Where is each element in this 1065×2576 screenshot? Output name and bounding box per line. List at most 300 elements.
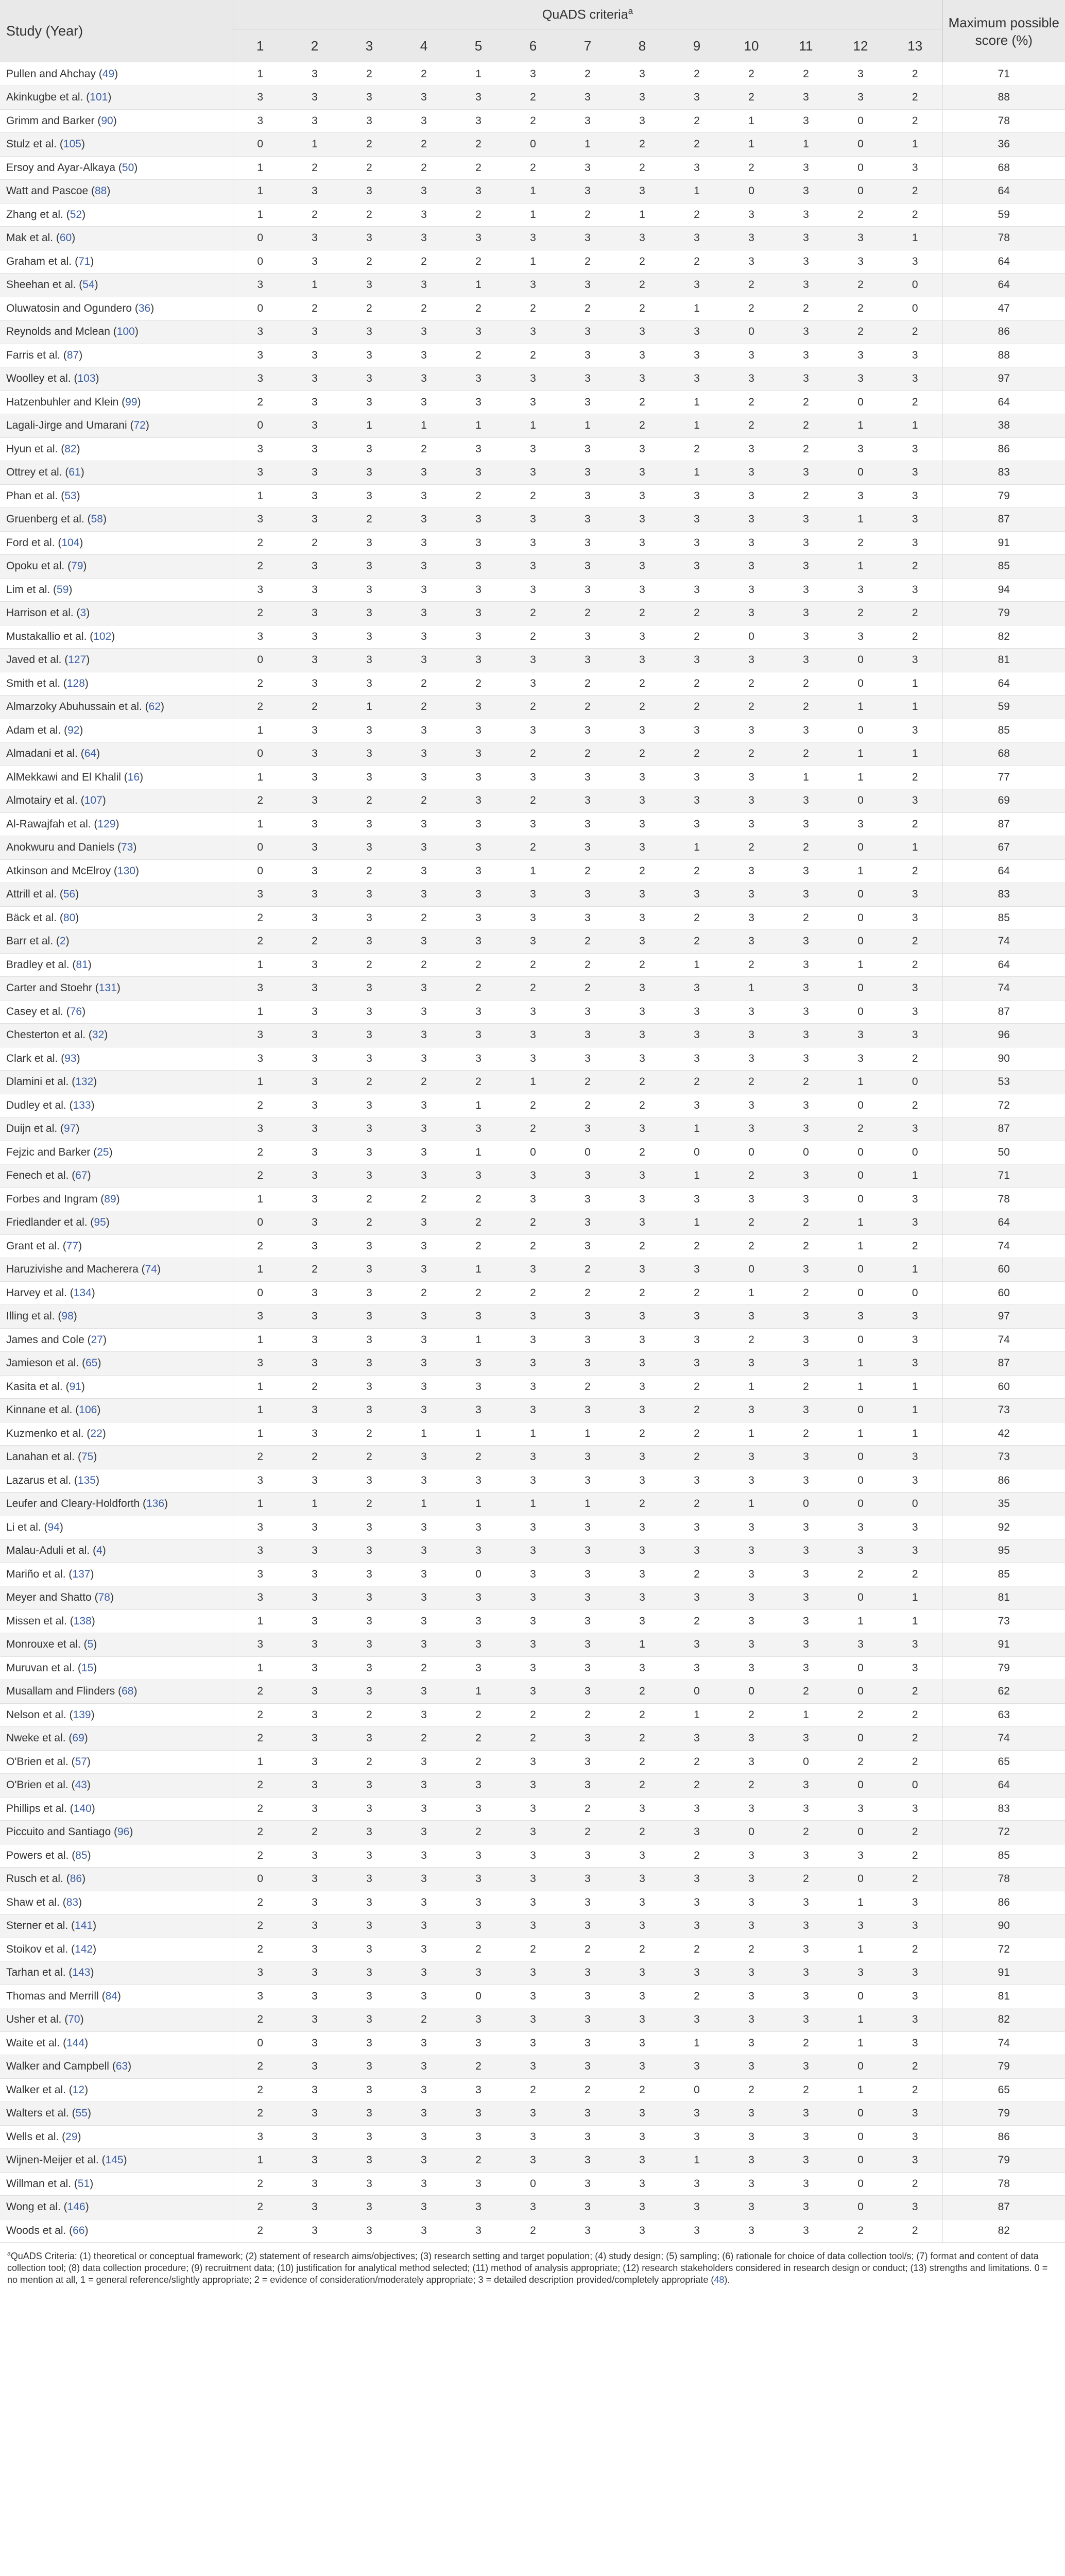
score-cell: 2 [342,203,397,227]
study-reference-link[interactable]: 132 [75,1076,94,1088]
score-cell: 2 [724,742,779,766]
study-reference-link[interactable]: 72 [133,419,146,432]
study-reference-link[interactable]: 56 [63,888,76,901]
study-reference-link[interactable]: 139 [73,1708,91,1721]
score-cell: 3 [615,766,669,789]
study-name: Waite et al. [6,2037,60,2049]
score-cell: 2 [888,602,942,625]
score-cell: 3 [833,227,888,250]
max-score-cell: 87 [942,1117,1065,1141]
study-reference-link[interactable]: 88 [94,185,107,197]
score-cell: 3 [287,1797,342,1821]
score-cell: 2 [342,789,397,813]
study-reference-link[interactable]: 74 [145,1263,157,1276]
score-cell: 2 [560,977,615,1001]
score-cell: 3 [506,2055,560,2079]
score-cell: 3 [724,719,779,742]
table-row [0,274,1065,297]
study-reference-link[interactable]: 101 [90,91,108,104]
study-reference-link[interactable]: 138 [73,1615,92,1627]
score-cell: 1 [233,156,287,180]
score-cell: 2 [506,1938,560,1961]
score-cell: 3 [506,1797,560,1821]
score-cell: 2 [888,391,942,414]
study-reference-link[interactable]: 60 [59,232,72,244]
study-reference-link[interactable]: 83 [66,1896,79,1908]
study-reference-link[interactable]: 32 [92,1029,105,1041]
table-row [0,2219,1065,2243]
score-cell: 3 [779,180,833,204]
study-name: Stoikov et al. [6,1943,68,1955]
max-score-cell: 59 [942,203,1065,227]
score-cell: 0 [233,1868,287,1891]
study-reference-link[interactable]: 86 [70,1873,82,1885]
max-score-cell: 79 [942,2149,1065,2173]
score-cell: 3 [506,1633,560,1657]
study-cell: Kuzmenko et al. (22) [0,1422,233,1446]
score-cell: 3 [669,2008,724,2032]
table-row [0,602,1065,625]
study-reference-link[interactable]: 71 [78,255,91,267]
table-row [0,1422,1065,1446]
study-reference-link[interactable]: 67 [75,1170,88,1182]
study-reference-link[interactable]: 29 [65,2130,78,2143]
score-cell: 3 [888,1539,942,1563]
max-score-cell: 79 [942,602,1065,625]
study-reference-link[interactable]: 25 [97,1146,109,1158]
footnote-reference-link[interactable]: 48 [714,2275,725,2285]
score-cell: 2 [779,1821,833,1844]
study-reference-link[interactable]: 16 [127,771,140,783]
table-row [0,1071,1065,1094]
study-reference-link[interactable]: 15 [81,1662,94,1674]
score-cell: 2 [669,696,724,719]
max-score-cell: 77 [942,766,1065,789]
max-score-cell: 68 [942,742,1065,766]
score-cell: 3 [779,2125,833,2149]
score-cell: 3 [560,812,615,836]
study-reference-link[interactable]: 87 [66,349,79,361]
study-reference-link[interactable]: 85 [75,1849,88,1861]
score-cell: 0 [888,274,942,297]
score-cell: 1 [233,1328,287,1352]
study-reference-link[interactable]: 97 [64,1123,76,1135]
study-reference-link[interactable]: 78 [98,1591,110,1604]
score-cell: 3 [669,1539,724,1563]
score-cell: 3 [506,1047,560,1071]
study-reference-link[interactable]: 104 [61,536,80,549]
study-reference-link[interactable]: 136 [146,1498,165,1510]
study-reference-link[interactable]: 84 [105,1990,117,2002]
score-cell: 3 [287,1399,342,1422]
study-reference-link[interactable]: 4 [96,1545,102,1557]
score-cell: 2 [669,859,724,883]
study-reference-link[interactable]: 69 [72,1732,84,1744]
score-cell: 3 [287,2102,342,2126]
score-cell: 3 [397,766,451,789]
study-reference-link[interactable]: 22 [90,1427,102,1439]
score-cell: 3 [451,1539,506,1563]
score-cell: 3 [779,602,833,625]
study-reference-link[interactable]: 58 [91,513,103,526]
score-cell: 3 [233,274,287,297]
table-row [0,320,1065,344]
study-reference-link[interactable]: 66 [73,2224,85,2236]
score-cell: 3 [506,2102,560,2126]
study-reference-link[interactable]: 62 [148,701,161,713]
score-cell: 3 [724,1633,779,1657]
score-cell: 1 [833,766,888,789]
study-reference-link[interactable]: 145 [105,2154,124,2166]
max-score-cell: 60 [942,1375,1065,1399]
score-cell: 2 [888,1047,942,1071]
score-cell: 3 [779,1914,833,1938]
score-cell: 0 [724,1141,779,1164]
table-row [0,156,1065,180]
study-name: Mak et al. [6,232,54,244]
study-reference-link[interactable]: 95 [94,1216,106,1229]
study-reference-link[interactable]: 142 [75,1943,93,1955]
score-cell: 3 [451,2172,506,2196]
study-name: Nweke et al. [6,1732,66,1744]
score-cell: 3 [287,1656,342,1680]
study-name: Almadani et al. [6,748,78,760]
score-cell: 2 [615,156,669,180]
score-cell: 3 [342,2196,397,2219]
table-row [0,62,1065,86]
score-cell: 3 [506,531,560,555]
study-reference-link[interactable]: 143 [72,1967,91,1979]
score-cell: 0 [833,391,888,414]
score-cell: 3 [451,1047,506,1071]
table-row [0,1633,1065,1657]
score-cell: 3 [451,531,506,555]
score-cell: 3 [779,789,833,813]
study-reference-link[interactable]: 36 [138,302,151,314]
score-cell: 3 [779,156,833,180]
table-row [0,203,1065,227]
study-reference-link[interactable]: 130 [117,865,135,877]
study-name: Wong et al. [6,2201,61,2213]
study-reference-link[interactable]: 68 [122,1685,134,1698]
score-cell: 2 [724,86,779,110]
score-cell: 3 [615,1868,669,1891]
study-reference-link[interactable]: 81 [76,958,88,971]
study-reference-link[interactable]: 76 [70,1005,82,1018]
study-reference-link[interactable]: 98 [61,1310,74,1323]
score-cell: 3 [287,62,342,86]
score-cell: 3 [560,1469,615,1493]
score-cell: 3 [724,812,779,836]
study-reference-link[interactable]: 59 [57,583,69,596]
score-cell: 3 [888,977,942,1001]
study-reference-link[interactable]: 73 [121,841,133,854]
score-cell: 2 [724,953,779,977]
score-cell: 3 [724,555,779,579]
score-cell: 2 [560,602,615,625]
study-reference-link[interactable]: 27 [91,1333,103,1346]
study-reference-link[interactable]: 129 [97,818,116,830]
score-cell: 3 [560,109,615,133]
score-cell: 0 [888,1774,942,1798]
score-cell: 2 [342,1750,397,1774]
study-name: Piccuito and Santiago [6,1826,111,1838]
score-cell: 2 [779,1281,833,1305]
study-reference-link[interactable]: 90 [101,114,113,127]
score-cell: 1 [233,1399,287,1422]
score-cell: 3 [779,109,833,133]
study-reference-link[interactable]: 89 [104,1193,116,1205]
study-reference-link[interactable]: 43 [75,1779,87,1791]
study-reference-link[interactable]: 65 [85,1357,98,1369]
score-cell: 1 [233,203,287,227]
score-cell: 3 [233,1985,287,2008]
score-cell: 1 [506,203,560,227]
score-cell: 1 [615,203,669,227]
score-cell: 3 [287,1188,342,1211]
study-name: Li et al. [6,1521,41,1533]
max-score-cell: 74 [942,1328,1065,1352]
score-cell: 3 [397,1539,451,1563]
score-cell: 3 [669,1305,724,1329]
score-cell: 1 [833,508,888,532]
score-cell: 3 [615,1305,669,1329]
score-cell: 2 [560,203,615,227]
table-row [0,977,1065,1001]
study-reference-link[interactable]: 54 [82,279,95,291]
study-name: Monrouxe et al. [6,1638,81,1651]
score-cell: 0 [833,1586,888,1610]
study-cell: Muruvan et al. (15) [0,1656,233,1680]
score-cell: 2 [451,156,506,180]
table-row [0,789,1065,813]
score-cell: 3 [342,367,397,391]
score-cell: 1 [724,1422,779,1446]
study-reference-link[interactable]: 99 [125,396,138,408]
score-cell: 1 [342,414,397,438]
study-reference-link[interactable]: 79 [71,560,83,572]
table-row [0,1399,1065,1422]
score-cell: 3 [287,227,342,250]
score-cell: 2 [506,297,560,320]
score-cell: 1 [233,1422,287,1446]
study-reference-link[interactable]: 140 [73,1802,92,1815]
score-cell: 2 [233,672,287,696]
study-reference-link[interactable]: 51 [77,2177,90,2190]
score-cell: 3 [451,391,506,414]
study-reference-link[interactable]: 61 [68,466,81,479]
study-reference-link[interactable]: 70 [68,2013,80,2026]
score-cell: 3 [451,578,506,602]
max-score-cell: 87 [942,2196,1065,2219]
max-score-cell: 87 [942,812,1065,836]
study-reference-link[interactable]: 93 [64,1052,77,1064]
study-cell: Lazarus et al. (135) [0,1469,233,1493]
score-cell: 2 [397,297,451,320]
study-reference-link[interactable]: 141 [75,1920,93,1932]
study-cell: Duijn et al. (97) [0,1117,233,1141]
study-reference-link[interactable]: 57 [75,1755,87,1768]
score-cell: 3 [779,1727,833,1751]
score-cell: 3 [779,1844,833,1868]
study-reference-link[interactable]: 63 [115,2060,128,2073]
score-cell: 2 [233,391,287,414]
study-cell: Harvey et al. (134) [0,1281,233,1305]
score-cell: 3 [342,906,397,930]
score-cell: 3 [397,1211,451,1235]
score-cell: 2 [669,1938,724,1961]
score-cell: 2 [451,297,506,320]
study-name: Muruvan et al. [6,1662,75,1674]
score-cell: 3 [342,1844,397,1868]
score-cell: 3 [342,2055,397,2079]
score-cell: 3 [451,1516,506,1539]
score-cell: 3 [233,367,287,391]
score-cell: 3 [669,508,724,532]
study-reference-link[interactable]: 107 [84,794,102,807]
study-reference-link[interactable]: 102 [93,630,112,642]
score-cell: 3 [397,2102,451,2126]
score-cell: 3 [233,1117,287,1141]
study-reference-link[interactable]: 53 [64,489,77,502]
score-cell: 3 [233,1047,287,1071]
study-reference-link[interactable]: 96 [117,1826,130,1838]
study-cell: Ersoy and Ayar-Alkaya (50) [0,156,233,180]
table-row [0,812,1065,836]
max-score-cell: 82 [942,2008,1065,2032]
score-cell: 3 [397,1469,451,1493]
study-reference-link[interactable]: 64 [84,748,97,760]
study-reference-link[interactable]: 134 [73,1286,92,1299]
study-reference-link[interactable]: 103 [77,372,96,385]
study-name: Kinnane et al. [6,1404,73,1416]
score-cell: 3 [506,1914,560,1938]
study-reference-link[interactable]: 3 [80,607,87,619]
study-reference-link[interactable]: 92 [67,724,80,736]
study-reference-link[interactable]: 146 [67,2201,85,2213]
table-row [0,1609,1065,1633]
score-cell: 1 [233,2149,287,2173]
score-cell: 3 [451,1399,506,1422]
study-reference-link[interactable]: 75 [81,1451,94,1463]
study-reference-link[interactable]: 131 [98,982,117,994]
study-reference-link[interactable]: 5 [87,1638,94,1651]
score-cell: 3 [451,2125,506,2149]
score-cell: 3 [779,1961,833,1985]
study-reference-link[interactable]: 135 [77,1474,96,1486]
study-reference-link[interactable]: 52 [70,208,82,221]
max-score-cell: 79 [942,1656,1065,1680]
table-row [0,2008,1065,2032]
score-cell: 3 [560,2172,615,2196]
score-cell: 0 [833,977,888,1001]
score-cell: 3 [506,1164,560,1188]
study-reference-link[interactable]: 80 [63,911,76,924]
score-cell: 2 [342,508,397,532]
study-name: Anokwuru and Daniels [6,841,115,854]
score-cell: 0 [833,719,888,742]
score-cell: 2 [669,930,724,954]
study-reference-link[interactable]: 49 [102,67,115,80]
score-cell: 2 [888,1821,942,1844]
study-reference-link[interactable]: 2 [59,935,66,947]
score-cell: 1 [724,109,779,133]
score-cell: 3 [397,2172,451,2196]
score-cell: 2 [669,1844,724,1868]
study-reference-link[interactable]: 100 [116,326,135,338]
study-reference-link[interactable]: 50 [122,161,134,174]
score-cell: 0 [833,1000,888,1024]
score-cell: 3 [560,1774,615,1798]
score-cell: 3 [560,1399,615,1422]
score-cell: 2 [669,742,724,766]
table-body [0,62,1065,2243]
score-cell: 1 [833,1211,888,1235]
score-cell: 3 [560,1656,615,1680]
score-cell: 3 [287,2125,342,2149]
study-reference-link[interactable]: 137 [72,1568,91,1580]
study-reference-link[interactable]: 82 [64,443,77,455]
study-reference-link[interactable]: 91 [69,1380,81,1393]
study-name: Bäck et al. [6,911,57,924]
table-row [0,367,1065,391]
study-name: Wijnen-Meijer et al. [6,2154,99,2166]
study-reference-link[interactable]: 12 [72,2083,85,2096]
score-cell: 2 [888,859,942,883]
score-cell: 3 [560,1516,615,1539]
study-name: Wells et al. [6,2130,59,2143]
max-score-cell: 81 [942,1985,1065,2008]
score-cell: 0 [233,859,287,883]
max-score-cell: 72 [942,1094,1065,1117]
score-cell: 3 [669,1727,724,1751]
score-cell: 2 [615,742,669,766]
score-cell: 2 [506,836,560,860]
study-reference-link[interactable]: 144 [66,2037,85,2049]
score-cell: 3 [287,484,342,508]
study-reference-link[interactable]: 77 [66,1240,79,1252]
study-cell: Almarzoky Abuhussain et al. (62) [0,696,233,719]
max-score-cell: 83 [942,461,1065,485]
max-score-cell: 85 [942,719,1065,742]
study-reference-link[interactable]: 128 [66,677,85,689]
score-cell: 3 [233,1961,287,1985]
study-reference-link[interactable]: 55 [75,2107,88,2120]
study-reference-link[interactable]: 133 [73,1099,91,1111]
score-cell: 2 [888,1844,942,1868]
study-reference-link[interactable]: 94 [47,1521,60,1533]
study-reference-link[interactable]: 127 [68,654,87,666]
score-cell: 3 [888,344,942,367]
score-cell: 3 [287,1141,342,1164]
score-cell: 2 [833,203,888,227]
study-reference-link[interactable]: 106 [79,1404,97,1416]
study-reference-link[interactable]: 105 [63,138,81,150]
score-cell: 3 [397,1961,451,1985]
score-cell: 0 [833,1868,888,1891]
score-cell: 1 [888,1375,942,1399]
score-cell: 1 [233,1188,287,1211]
score-cell: 3 [287,1844,342,1868]
score-cell: 1 [506,250,560,274]
table-row [0,180,1065,204]
score-cell: 3 [342,180,397,204]
score-cell: 3 [397,1774,451,1798]
study-cell: Bradley et al. (81) [0,953,233,977]
table-row [0,2172,1065,2196]
score-cell: 2 [233,1141,287,1164]
score-cell: 2 [669,437,724,461]
